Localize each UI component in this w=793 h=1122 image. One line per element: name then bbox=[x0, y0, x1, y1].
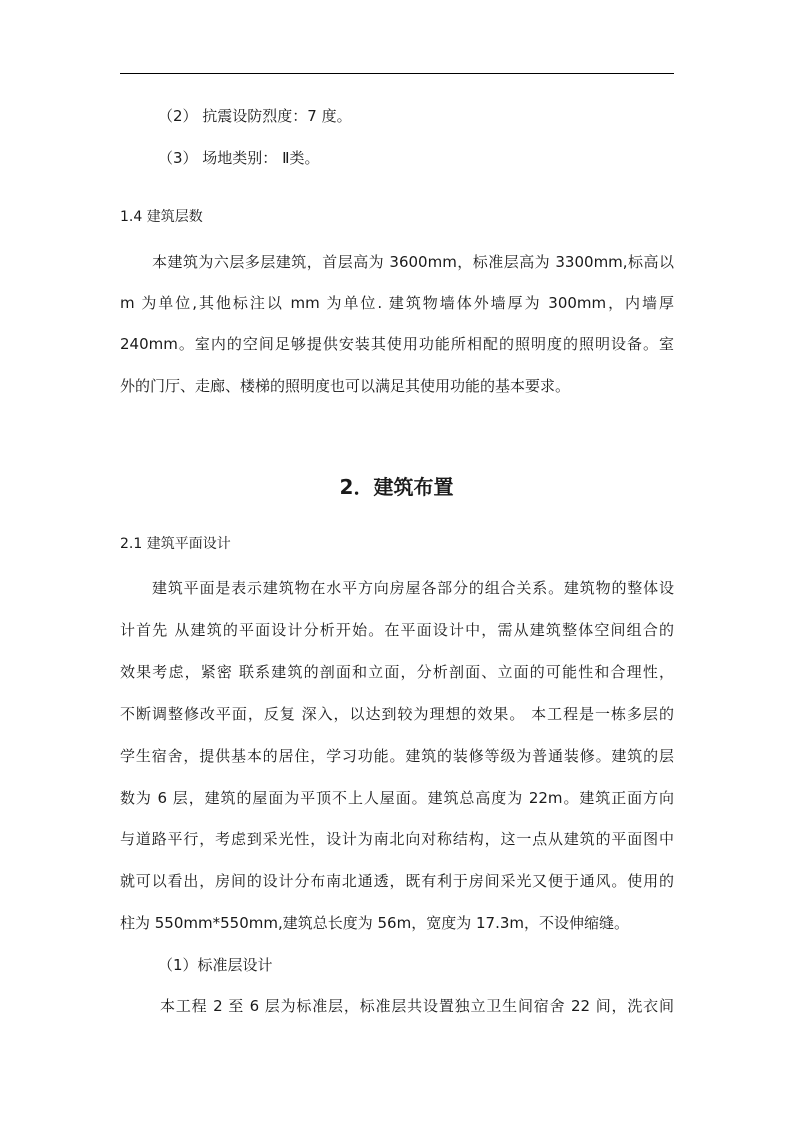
section-heading-2-1: 2.1 建筑平面设计 bbox=[120, 536, 231, 552]
site-category-item: （3） 场地类别： Ⅱ类。 bbox=[158, 149, 320, 167]
paragraph-line: 不断调整修改平面，反复 深入，以达到较为理想的效果。 本工程是一栋多层的 bbox=[120, 705, 674, 723]
paragraph-line: 柱为 550mm*550mm,建筑总长度为 56m，宽度为 17.3m，不设伸缩缝。 bbox=[120, 914, 629, 932]
paragraph-line: 240mm。室内的空间足够提供安装其使用功能所相配的照明度的照明设备。室 bbox=[120, 335, 674, 353]
paragraph-line: 就可以看出，房间的设计分布南北通透，既有利于房间采光又便于通风。使用的 bbox=[120, 872, 674, 890]
header-rule bbox=[120, 73, 674, 74]
paragraph-line: 与道路平行，考虑到采光性，设计为南北向对称结构，这一点从建筑的平面图中 bbox=[120, 830, 674, 848]
paragraph-line: 本建筑为六层多层建筑，首层高为 3600mm，标准层高为 3300mm,标高以 bbox=[152, 253, 674, 271]
chapter-title: 2．建筑布置 bbox=[339, 475, 454, 499]
paragraph-line: 计首先 从建筑的平面设计分析开始。在平面设计中，需从建筑整体空间组合的 bbox=[120, 621, 674, 639]
paragraph-line: 外的门厅、走廊、楼梯的照明度也可以满足其使用功能的基本要求。 bbox=[120, 377, 571, 395]
subsection-heading-standard-floor: （1）标准层设计 bbox=[158, 956, 273, 974]
paragraph-line: 数为 6 层，建筑的屋面为平顶不上人屋面。建筑总高度为 22m。建筑正面方向 bbox=[120, 789, 674, 807]
paragraph-line: 本工程 2 至 6 层为标准层，标准层共设置独立卫生间宿舍 22 间，洗衣间 bbox=[160, 997, 674, 1015]
paragraph-line: 建筑平面是表示建筑物在水平方向房屋各部分的组合关系。建筑物的整体设 bbox=[152, 579, 674, 597]
paragraph-line: 效果考虑，紧密 联系建筑的剖面和立面，分析剖面、立面的可能性和合理性， bbox=[120, 663, 674, 681]
seismic-intensity-item: （2） 抗震设防烈度：7 度。 bbox=[158, 107, 352, 125]
paragraph-line: m 为单位,其他标注以 mm 为单位. 建筑物墙体外墙厚为 300mm，内墙厚 bbox=[120, 294, 674, 312]
paragraph-line: 学生宿舍，提供基本的居住，学习功能。建筑的装修等级为普通装修。建筑的层 bbox=[120, 747, 674, 765]
section-heading-1-4: 1.4 建筑层数 bbox=[120, 209, 203, 225]
